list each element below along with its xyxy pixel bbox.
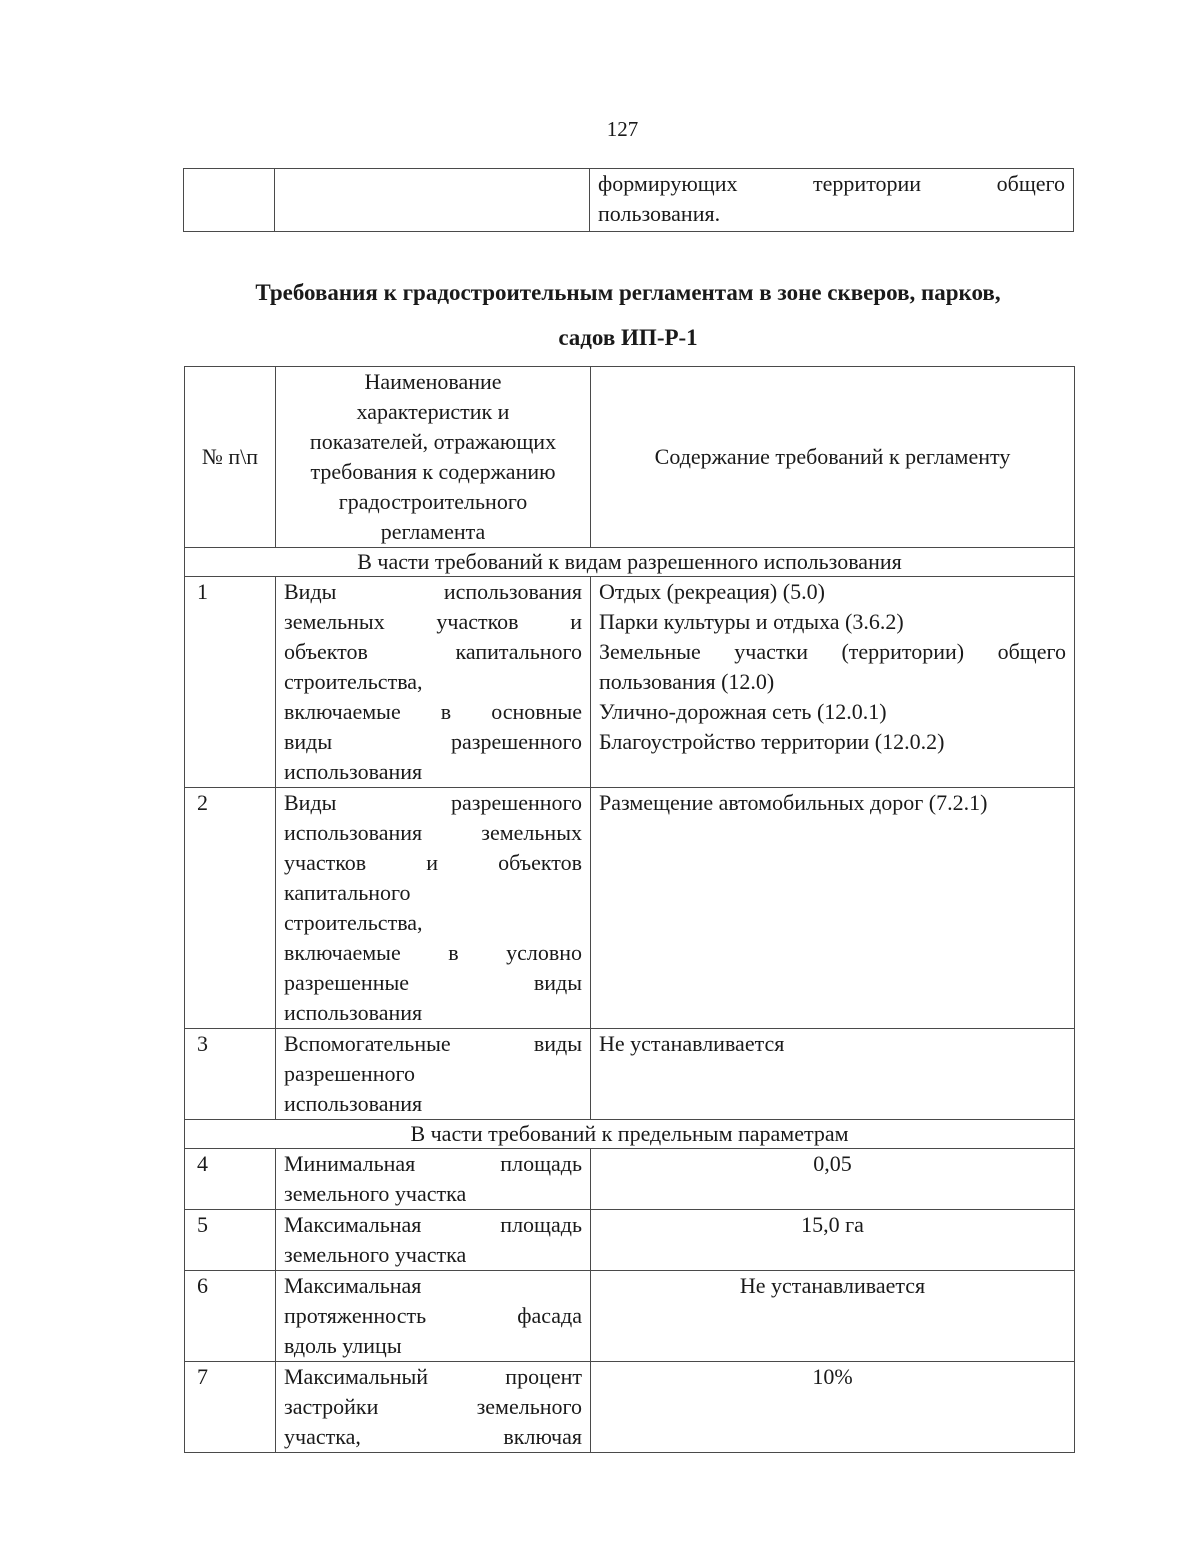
name-line: включаемые в основные — [284, 699, 582, 724]
row-value: Размещение автомобильных дорог (7.2.1) — [591, 788, 1075, 1029]
word: территории — [813, 171, 922, 196]
row-value: 0,05 — [591, 1149, 1075, 1210]
table-row — [185, 1362, 1075, 1453]
name-line: застройки земельного — [284, 1394, 582, 1419]
row-name — [276, 788, 591, 1029]
header-name — [276, 367, 591, 548]
header-name-line: характеристик и — [356, 399, 510, 424]
header-name-line: требования к содержанию — [310, 459, 556, 484]
name-line: вдоль улицы — [284, 1333, 402, 1358]
header-num: № п\п — [185, 367, 276, 548]
name-line: Максимальная — [284, 1273, 422, 1298]
word: формирующих — [598, 171, 738, 196]
header-name-line: показателей, отражающих — [309, 429, 557, 454]
word: общего — [996, 171, 1066, 196]
header-name-line: Наименование — [364, 369, 502, 394]
header-name-line: градостроительного — [338, 489, 528, 514]
table-row — [185, 1029, 1075, 1120]
continued-line-1 — [598, 169, 1065, 199]
name-line: Виды разрешенного — [284, 790, 582, 815]
continued-line-2: пользования. — [598, 201, 721, 226]
header-row — [185, 367, 1075, 548]
header-content: Содержание требований к регламенту — [591, 367, 1075, 548]
empty-cell — [275, 169, 590, 232]
name-line: разрешенного — [284, 1061, 415, 1086]
name-line: разрешенные виды — [284, 970, 582, 995]
section-title-line-1: Требования к градостроительным регламентам в зоне скверов, парков, — [255, 280, 1001, 305]
name-line: строительства, — [284, 910, 423, 935]
name-line: использования — [284, 1000, 423, 1025]
name-line: использования земельных — [284, 820, 582, 845]
table-row — [185, 788, 1075, 1029]
name-line: использования — [284, 1091, 423, 1116]
name-line: виды разрешенного — [284, 729, 582, 754]
regulations-table — [184, 366, 1075, 1453]
row-num: 4 — [185, 1149, 276, 1210]
name-line: включаемые в условно — [284, 940, 582, 965]
name-line: земельного участка — [284, 1181, 467, 1206]
section-row — [185, 548, 1075, 577]
continued-cell — [590, 169, 1074, 232]
row-num: 5 — [185, 1210, 276, 1271]
name-line: строительства, — [284, 669, 423, 694]
row-num: 1 — [185, 577, 276, 788]
value-line: Отдых (рекреация) (5.0) — [599, 579, 825, 604]
page-number: 127 — [606, 117, 639, 141]
row-name — [276, 577, 591, 788]
name-line: участка, включая — [284, 1424, 582, 1449]
row-name — [276, 1149, 591, 1210]
row-value: 10% — [591, 1362, 1075, 1453]
row-name — [276, 1029, 591, 1120]
table-row — [185, 577, 1075, 788]
name-line: объектов капитального — [284, 639, 582, 664]
row-num: 7 — [185, 1362, 276, 1453]
row-value: Не устанавливается — [591, 1271, 1075, 1362]
name-line: капитального — [284, 880, 411, 905]
name-line: Вспомогательные виды — [284, 1031, 582, 1056]
row-value — [591, 577, 1075, 788]
section-limits: В части требований к предельным параметрам — [185, 1120, 1075, 1149]
section-row — [185, 1120, 1075, 1149]
value-line: Парки культуры и отдыха (3.6.2) — [599, 609, 904, 634]
section-title-line-2: садов ИП-Р-1 — [558, 325, 698, 350]
name-line: участков и объектов — [284, 850, 582, 875]
row-num: 3 — [185, 1029, 276, 1120]
value-line: Земельные участки (территории) общего — [599, 639, 1066, 664]
empty-cell — [184, 169, 275, 232]
continued-table — [183, 168, 1074, 232]
name-line: земельных участков и — [284, 609, 582, 634]
table-row — [185, 1210, 1075, 1271]
name-line: использования — [284, 759, 423, 784]
row-name — [276, 1362, 591, 1453]
value-line: Благоустройство территории (12.0.2) — [599, 729, 945, 754]
row-num: 2 — [185, 788, 276, 1029]
row-num: 6 — [185, 1271, 276, 1362]
header-name-line: регламента — [380, 519, 486, 544]
name-line: земельного участка — [284, 1242, 467, 1267]
section-use-types: В части требований к видам разрешенного использования — [185, 548, 1075, 577]
name-line: Максимальная площадь — [284, 1212, 582, 1237]
value-line: Улично-дорожная сеть (12.0.1) — [599, 699, 887, 724]
table-row — [185, 1271, 1075, 1362]
table-row — [184, 169, 1074, 232]
value-line: пользования (12.0) — [599, 669, 775, 694]
name-line: Виды использования — [284, 579, 582, 604]
row-value: Не устанавливается — [591, 1029, 1075, 1120]
row-name — [276, 1210, 591, 1271]
name-line: протяженность фасада — [284, 1303, 582, 1328]
row-value: 15,0 га — [591, 1210, 1075, 1271]
row-name — [276, 1271, 591, 1362]
name-line: Максимальный процент — [284, 1364, 582, 1389]
table-row — [185, 1149, 1075, 1210]
name-line: Минимальная площадь — [284, 1151, 582, 1176]
